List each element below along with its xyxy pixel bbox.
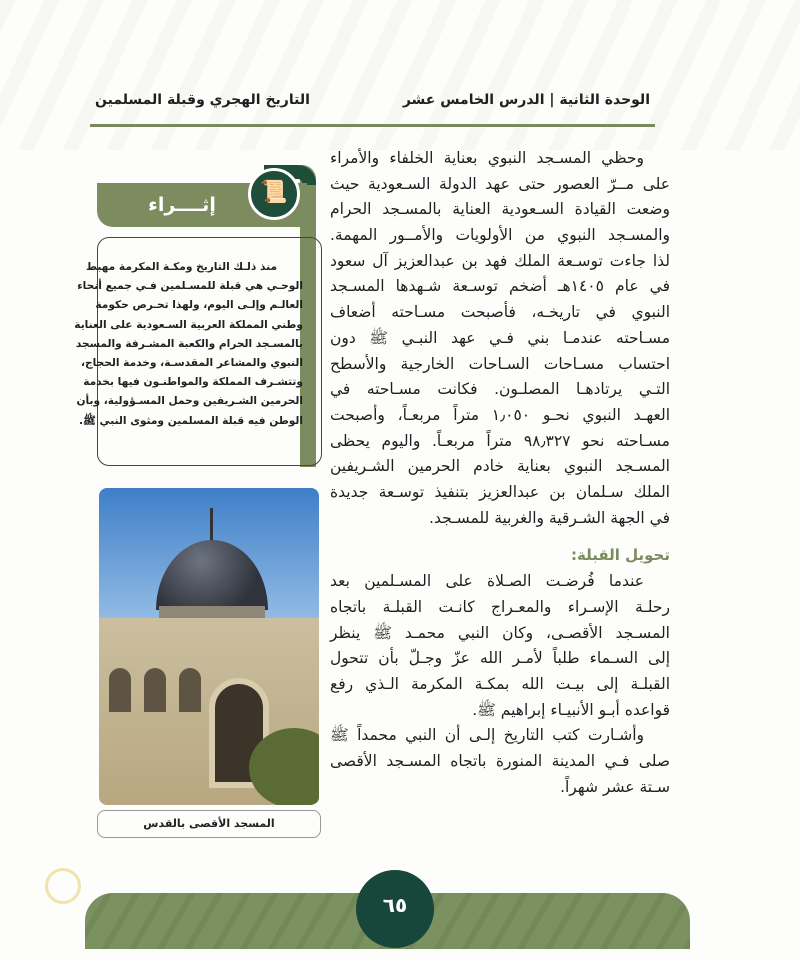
calligraphy-background — [0, 0, 800, 150]
text-line: احتساب مسـاحات السـاحات الخارجية والأسطح — [330, 354, 670, 373]
text-line: الملك سـلمان بن عبدالعزيز بتنفيذ توسـعة جديدة — [330, 482, 670, 501]
text-line: قواعده أبـو الأنبيـاء إبراهيم ﷺ. — [472, 700, 670, 719]
unit-lesson-title: الوحدة الثانية | الدرس الخامس عشر — [402, 92, 650, 108]
ornament-icon — [45, 868, 81, 904]
paragraph-2 — [330, 569, 670, 723]
dome-spire — [210, 508, 213, 542]
text-line: مسـاحته نحو ٩٨٫٣٢٧ متراً مربعـاً. واليوم يحظى — [330, 431, 670, 450]
text-line: في الجهة الشـرقية والغربية للمسـجد. — [429, 508, 670, 527]
text-line: وحظي المسـجد النبوي بعناية الخلفاء والأمراء — [330, 149, 644, 167]
text-line: القبلـة إلى بيـت الله بمكـة المكرمة الـذي رفع — [330, 675, 670, 694]
image-caption: المسجد الأقصى بالقدس — [97, 810, 321, 838]
text-line: النبوي في تاريخـه، فأصبحت مسـاحته أضعاف — [330, 303, 670, 322]
text-line: على مــرّ العصور حتى عهد الدولة السـعودية حيث — [330, 174, 670, 193]
text-line: وطني المملكة العربية السـعودية على العناية — [74, 318, 303, 331]
text-line: وتتشـرف المملكة والمواطنـون فيها بخدمة — [83, 376, 303, 389]
window — [179, 668, 201, 712]
text-line: والمسـجد النبوي من الأولويات والأمــور المهمة. — [330, 226, 670, 245]
topic-title: التاريخ الهجري وقبلة المسلمين — [95, 92, 310, 108]
text-line: لذا جاءت توسـعة الملك فهد بن عبدالعزيز آل سعود — [330, 251, 670, 270]
window — [144, 668, 166, 712]
text-line: العالـم وإلـى اليوم، ولهذا تحـرص حكومة — [95, 299, 303, 312]
scroll-icon: 📜 — [248, 168, 300, 220]
paragraph-3 — [330, 723, 670, 800]
text-line: سـتة عشر شهراً. — [560, 777, 670, 796]
text-line: وأشـارت كتب التاريخ إلـى أن النبي محمداً ﷺ — [330, 726, 644, 745]
main-text — [330, 146, 670, 801]
text-line: النبوي والمشاعر المقدسـة، وخدمة الحجاج، — [80, 356, 303, 369]
page-number: ٦٥ — [356, 870, 434, 948]
text-line: الوحـي هي قبلة للمسـلمين فـي جميع أنحاء — [77, 280, 303, 293]
al-aqsa-photo — [99, 488, 319, 805]
text-line: المسـجد الأقصـى، وكان النبي محمـد ﷺ ينظر — [330, 623, 670, 642]
enrichment-box — [74, 237, 322, 466]
text-line: صلى فـي المدينة المنورة باتجاه المسـجد الأقصى — [330, 752, 670, 771]
text-line: عندما فُرضـت الصـلاة على المسـلمين بعد — [330, 572, 644, 591]
text-line: منذ ذلـك التاريخ ومكـة المكرمة مهبط — [86, 261, 277, 273]
header-divider — [90, 124, 655, 127]
text-line: بالمسـجد الحرام والكعبة المشـرفة والمسجد — [75, 337, 303, 350]
text-line: الوطن فيه قبلة المسلمين ومثوى النبي ﷺ. — [79, 414, 303, 427]
text-line: وضعت القيادة السـعودية العناية بالمسـجد الحرام — [330, 200, 670, 219]
text-line: العهـد النبوي نحـو ١٫٠٥٠ متراً مربعـاً، وأصبحت — [330, 405, 671, 424]
subheading-qibla: تحويل القبلة: — [570, 546, 670, 565]
window — [109, 668, 131, 712]
text-line: التـي يرتادهـا المصلـون. فكانت مسـاحته في — [330, 380, 670, 399]
text-line: إلى السـماء طلباً لأمـر الله عزّ وجـلّ بأن تتحول — [330, 649, 670, 668]
paragraph-1 — [330, 146, 670, 531]
dome — [156, 540, 268, 610]
text-line: المسـجد النبوي بعناية خادم الحرمين الشـريفين — [330, 457, 670, 476]
text-line: رحلـة الإسـراء والمعـراج كانـت القبلـة باتجاه — [330, 598, 670, 616]
text-line: مسـاحته عندمـا بني فـي عهد النبـي ﷺ دون — [330, 328, 670, 347]
text-line: في عام ١٤٠٥هـ أضخم توسـعة شـهدها المسـجد — [330, 277, 670, 296]
enrichment-title: إثــــراء — [97, 183, 307, 227]
text-line: الحرمين الشـريفين وحمل المسـؤولية، وبأن — [76, 395, 303, 408]
